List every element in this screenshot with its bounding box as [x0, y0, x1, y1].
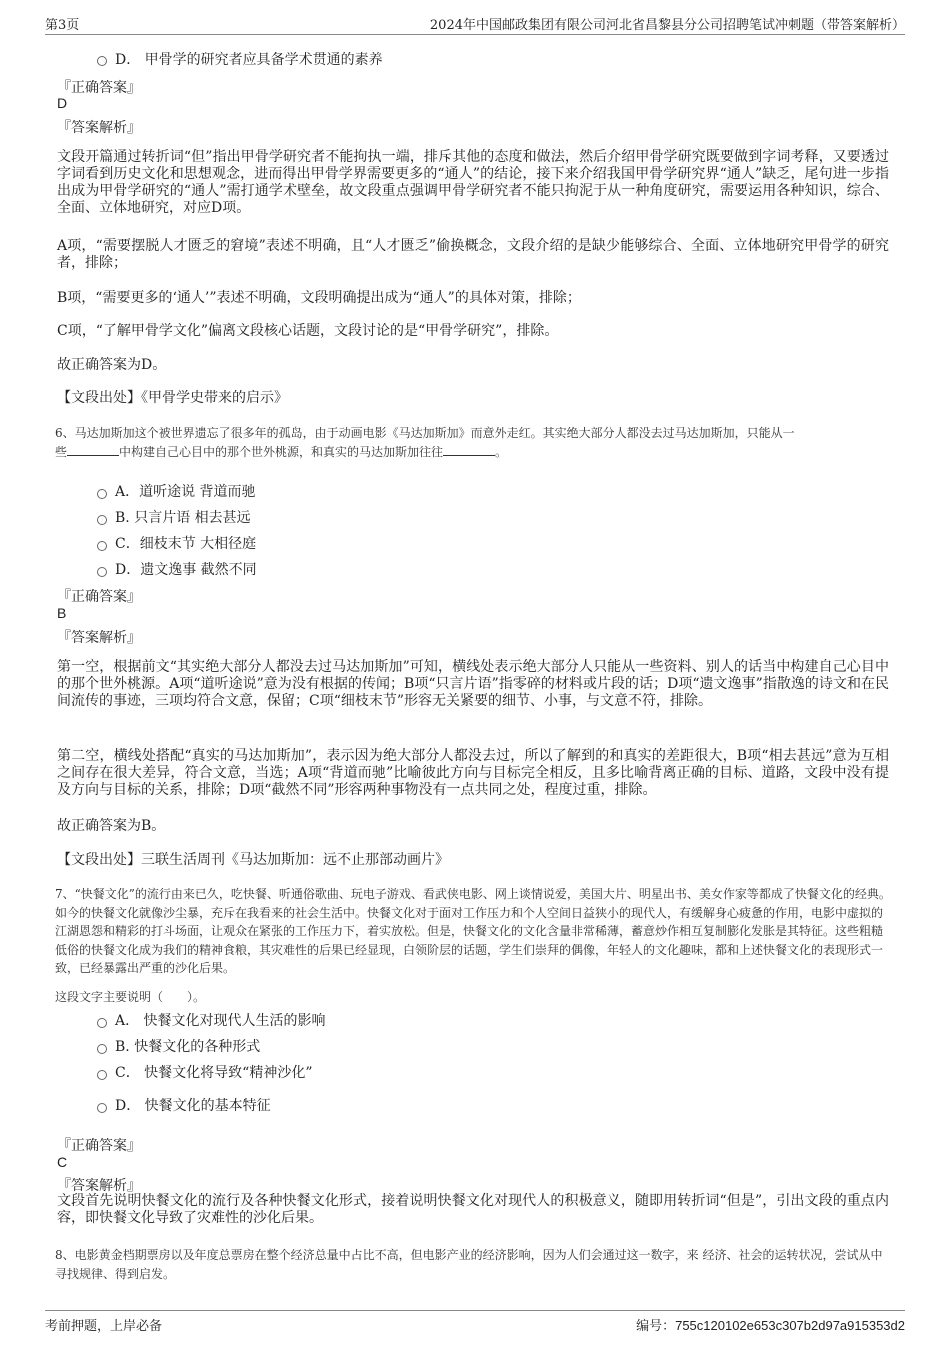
- question-stem: 8、电影黄金档期票房以及年度总票房在整个经济总量中占比不高，但电影产业的经济影响，因为人们会通过这一数字，来 经济、社会的运转状况，尝试从中寻找规律、得到启发。: [55, 1248, 883, 1281]
- footer-note: 考前押题，上岸必备: [45, 1319, 163, 1334]
- option-c-label: C．细枝末节 大相径庭: [115, 536, 257, 552]
- analysis-paragraph: C项，“了解甲骨学文化”偏离文段核心话题，文段讨论的是“甲骨学研究”，排除。: [57, 323, 559, 339]
- question-stem-line: 6、马达加斯加这个被世界遗忘了很多年的孤岛，由于动画电影《马达加斯加》而意外走红。其实绝大部分人都没去过马达加斯加，只能从一: [55, 426, 795, 440]
- analysis-paragraph: A项，“需要摆脱人才匮乏的窘境”表述不明确，且“人才匮乏”偷换概念，文段介绍的是缺少能够综合、全面、立体地研究甲骨学的研究者，排除；: [57, 238, 889, 271]
- radio-option-b[interactable]: [97, 515, 107, 525]
- question-stem: [55, 424, 893, 462]
- radio-option-d[interactable]: [97, 567, 107, 577]
- fill-blank: [67, 443, 119, 456]
- answer-heading: 『正确答案』: [57, 589, 141, 605]
- correct-answer: C: [57, 1154, 68, 1170]
- radio-option-a[interactable]: [97, 1018, 107, 1028]
- correct-answer: D: [57, 95, 68, 111]
- question-stem-line: [55, 443, 893, 462]
- analysis-paragraph: 文段首先说明快餐文化的流行及各种快餐文化形式，接着说明快餐文化对现代人的积极意义，随即用转折词“但是”，引出文段的重点内容，即快餐文化导致了灾难性的沙化后果。: [57, 1193, 889, 1226]
- page-number: 第3页: [45, 18, 80, 33]
- analysis-heading: 『答案解析』: [57, 120, 141, 136]
- option-a-label: A．道听途说 背道而驰: [115, 484, 256, 500]
- radio-option-a[interactable]: [97, 489, 107, 499]
- stem-text: 。: [495, 445, 508, 459]
- radio-option-c[interactable]: [97, 1070, 107, 1080]
- option-c-label: C． 快餐文化将导致“精神沙化”: [115, 1065, 313, 1081]
- page-footer: [45, 1310, 905, 1335]
- option-d-label: D． 快餐文化的基本特征: [115, 1098, 271, 1114]
- source-citation: 【文段出处】三联生活周刊《马达加斯加：远不止那部动画片》: [57, 852, 449, 868]
- fill-blank: [443, 443, 495, 456]
- analysis-paragraph: B项，“需要更多的‘通人’”表述不明确，文段明确提出成为“通人”的具体对策，排除；: [57, 290, 581, 306]
- analysis-heading: 『答案解析』: [57, 630, 141, 646]
- option-b-label: B. 快餐文化的各种形式: [115, 1039, 261, 1055]
- analysis-paragraph: 第二空，横线处搭配“真实的马达加斯加”，表示因为绝大部分人都没去过，所以了解到的和真实的差距很大，B项“相去甚远”意为互相之间存在很大差异，符合文意，当选；A项“背道而驰”比喻彼此方向与目标完全相反，且多比喻背离正确的目标、道路，文段中没有提及方向与目标的关系，排除；D项“截然不同”形容两种事物没有一点共同之处，程度过重，排除。: [57, 748, 889, 798]
- option-d-label: D． 甲骨学的研究者应具备学术贯通的素养: [115, 52, 383, 68]
- radio-option-d[interactable]: [97, 56, 107, 66]
- analysis-paragraph: 文段开篇通过转折词“但”指出甲骨学研究者不能拘执一端，排斥其他的态度和做法，然后介绍甲骨学研究既要做到字词考释，又要透过字词看到历史文化和思想观念，进而得出甲骨学界需要更多的“通人”的结论，接下来介绍我国甲骨学研究界“通人”缺乏，尾句进一步指出成为甲骨学研究的“通人”需打通学术壁垒，故文段重点强调甲骨学研究者不能只拘泥于从一种角度研究，需要运用各种知识，综合、全面、立体地研究，对应D项。: [57, 149, 889, 216]
- conclusion-text: 故正确答案为D。: [57, 357, 167, 373]
- radio-option-c[interactable]: [97, 541, 107, 551]
- question-prompt: 这段文字主要说明（ ）。: [55, 990, 206, 1004]
- radio-option-b[interactable]: [97, 1044, 107, 1054]
- page-header: [45, 12, 905, 35]
- stem-text: 些: [55, 445, 68, 459]
- source-citation: 【文段出处】《甲骨学史带来的启示》: [57, 390, 288, 406]
- correct-answer: B: [57, 605, 67, 621]
- radio-option-d[interactable]: [97, 1103, 107, 1113]
- answer-heading: 『正确答案』: [57, 80, 141, 96]
- option-a-label: A． 快餐文化对现代人生活的影响: [115, 1013, 326, 1029]
- document-code: 编号：755c120102e653c307b2d97a915353d2: [636, 1318, 905, 1333]
- conclusion-text: 故正确答案为B。: [57, 818, 166, 834]
- stem-text: 中构建自己心目中的那个世外桃源，和真实的马达加斯加往往: [119, 445, 444, 459]
- analysis-paragraph: 第一空，根据前文“其实绝大部分人都没去过马达加斯加”可知，横线处表示绝大部分人只能从一些资料、别人的话当中构建自己心目中的那个世外桃源。A项“道听途说”意为没有根据的传闻；B项“只言片语”指零碎的材料或片段的话；D项“遗文逸事”指散逸的诗文和在民间流传的事迹，三项均符合文意，保留；C项“细枝末节”形容无关紧要的细节、小事，与文意不符，排除。: [57, 659, 889, 709]
- document-title: 2024年中国邮政集团有限公司河北省昌黎县分公司招聘笔试冲刺题（带答案解析）: [429, 18, 905, 33]
- answer-heading: 『正确答案』: [57, 1138, 141, 1154]
- analysis-heading: 『答案解析』: [57, 1178, 141, 1194]
- option-d-label: D．遗文逸事 截然不同: [115, 562, 257, 578]
- option-b-label: B. 只言片语 相去甚远: [115, 510, 251, 526]
- question-stem: 7、“快餐文化”的流行由来已久，吃快餐、听通俗歌曲、玩电子游戏、看武侠电影、网上谈情说爱，美国大片、明星出书、美女作家等都成了快餐文化的经典。如今的快餐文化就像沙尘暴，充斥在我看来的社会生活中。快餐文化对于面对工作压力和个人空间日益狭小的现代人，有缓解身心疲惫的作用，电影中虚拟的江湖恩怨和精彩的打斗场面，让观众在紧张的工作压力下，着实放松。但是，快餐文化的文化含量非常稀薄，蓄意炒作相互复制膨化发胀是其特征。这些粗糙低俗的快餐文化成为我们的精神食粮，其灾难性的后果已经显现，白领阶层的话题，学生们崇拜的偶像，年轻人的文化趣味，都和上述快餐文化的表现形式一致，已经暴露出严重的沙化后果。: [55, 887, 891, 975]
